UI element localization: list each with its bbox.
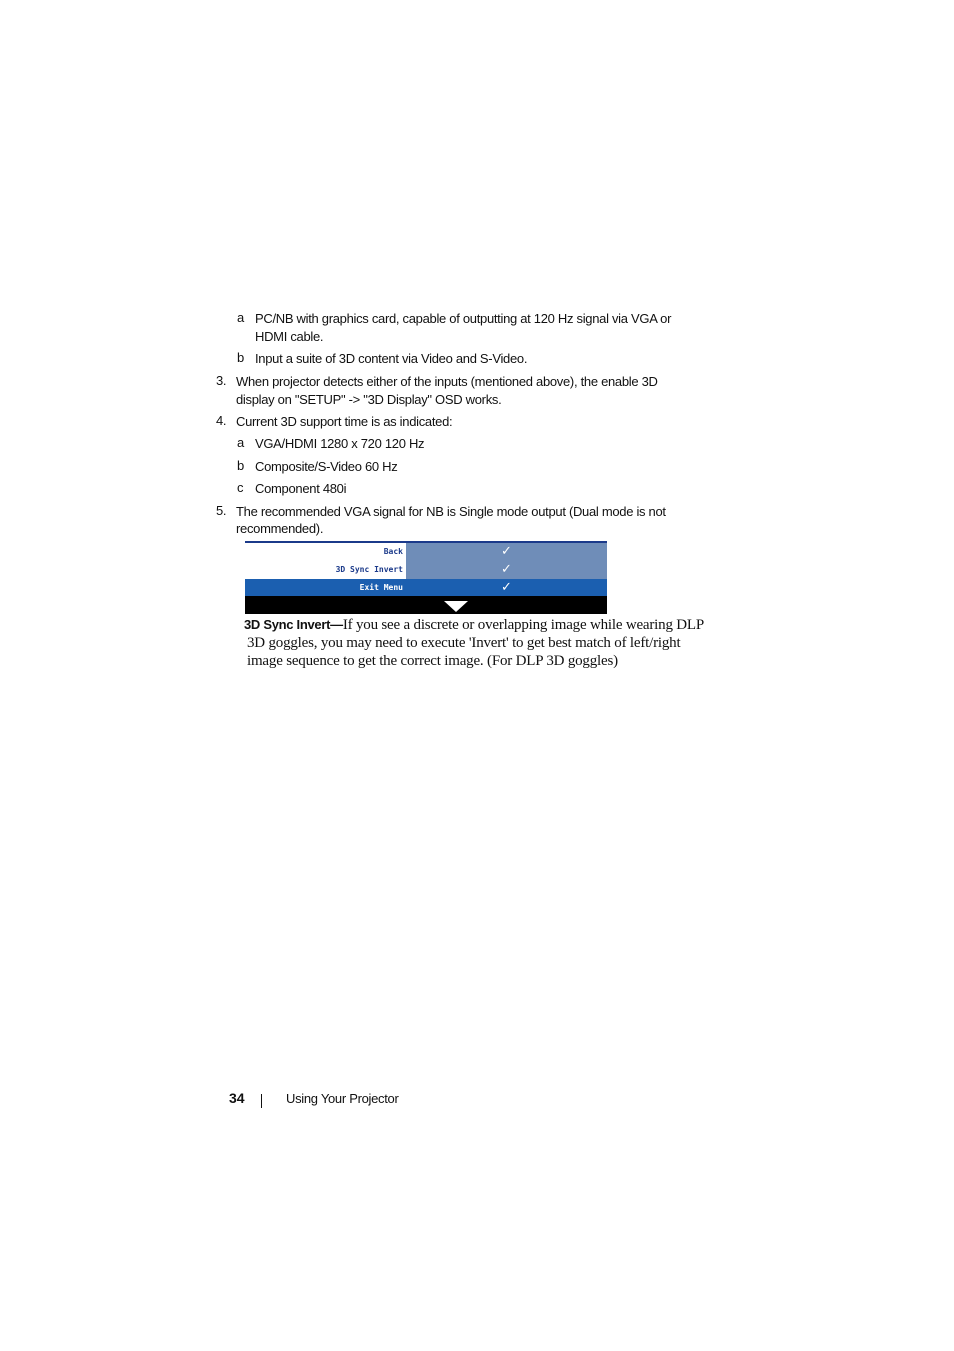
- description-line2: 3D goggles, you may need to execute 'Invert' to get best match of left/right: [247, 635, 681, 651]
- check-icon: ✓: [501, 580, 512, 595]
- list-marker-4b: b: [237, 458, 244, 473]
- list-item-b: Input a suite of 3D content via Video and S-Video.: [255, 351, 528, 366]
- list-marker-4: 4.: [216, 413, 227, 428]
- list-marker-3: 3.: [216, 373, 227, 388]
- check-icon: ✓: [501, 562, 512, 577]
- list-item-3-line1: When projector detects either of the inputs (mentioned above), the enable 3D: [236, 374, 658, 389]
- list-item-3-line2: display on "SETUP" -> "3D Display" OSD works.: [236, 392, 502, 407]
- arrow-down-icon[interactable]: [444, 601, 468, 612]
- list-marker-5: 5.: [216, 503, 227, 518]
- list-item-a-line2: HDMI cable.: [255, 329, 324, 344]
- description-line3: image sequence to get the correct image. (For DLP 3D goggles): [247, 653, 618, 669]
- footer-section-title: Using Your Projector: [286, 1091, 399, 1106]
- list-item-4a: VGA/HDMI 1280 x 720 120 Hz: [255, 436, 425, 451]
- footer-divider: [261, 1094, 262, 1108]
- list-item-a-line1: PC/NB with graphics card, capable of outputting at 120 Hz signal via VGA or: [255, 311, 672, 326]
- osd-row-label: 3D Sync Invert: [245, 561, 406, 579]
- check-icon: ✓: [501, 544, 512, 559]
- description-term: 3D Sync Invert—: [244, 617, 343, 632]
- osd-row-label: Back: [245, 543, 406, 561]
- description-text-1: If you see a discrete or overlapping image while wearing DLP: [342, 617, 705, 633]
- list-marker-4a: a: [237, 435, 244, 450]
- list-item-4b: Composite/S-Video 60 Hz: [255, 459, 398, 474]
- list-marker-a: a: [237, 310, 244, 325]
- osd-3d-menu: [245, 541, 607, 614]
- osd-row-exit-menu[interactable]: [245, 579, 607, 597]
- osd-scroll-bar[interactable]: [245, 596, 607, 614]
- description-line1: [244, 616, 704, 634]
- osd-row-3d-sync-invert[interactable]: [245, 561, 607, 579]
- list-item-5-line2: recommended).: [236, 521, 324, 536]
- list-item-4c: Component 480i: [255, 481, 347, 496]
- list-item-4: Current 3D support time is as indicated:: [236, 414, 453, 429]
- list-marker-4c: c: [237, 480, 244, 495]
- list-item-5-line1: The recommended VGA signal for NB is Single mode output (Dual mode is not: [236, 504, 666, 519]
- page-number: 34: [229, 1090, 245, 1106]
- osd-row-back[interactable]: [245, 543, 607, 561]
- osd-top-border: [245, 541, 607, 543]
- osd-row-label: Exit Menu: [245, 579, 406, 597]
- list-marker-b: b: [237, 350, 244, 365]
